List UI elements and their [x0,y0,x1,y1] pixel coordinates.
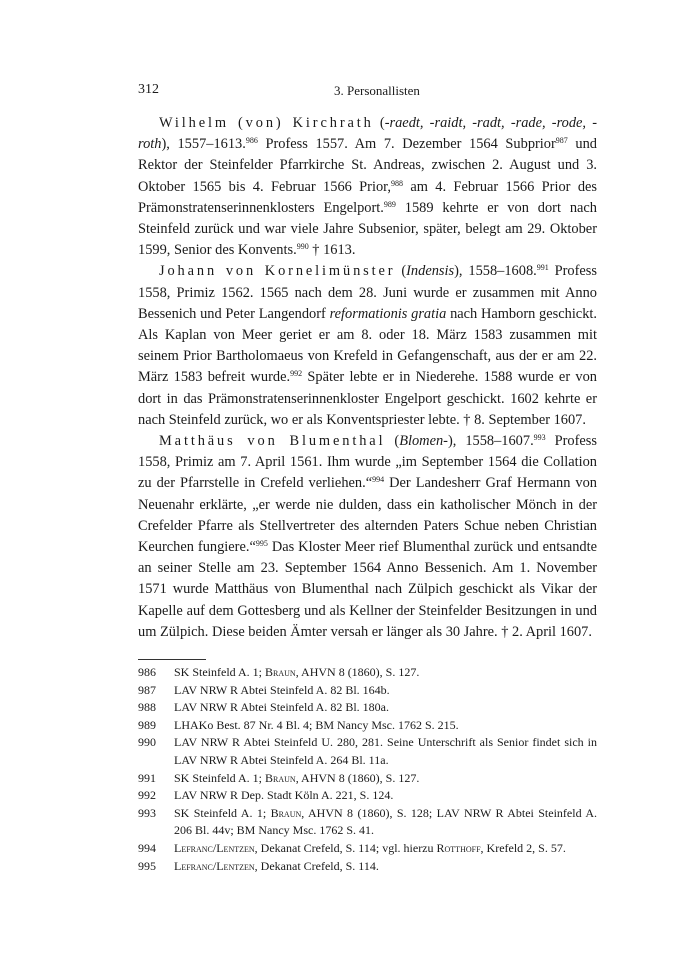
footnote-ref: 995 [255,539,268,549]
footnote [138,699,597,717]
text-run: 1589 kehrte er von dort nach Steinfeld zurück und war viele Jahre Subsenior, später, belegt am 29. Oktober 1599, Senior des Konvents. [138,199,597,259]
text-run: SK Steinfeld A. 1; [174,805,271,820]
text-run: Profess 1557. Am 7. Dezember 1564 Subprior [257,136,556,153]
author-name: Braun [270,805,302,820]
author-name: Braun [265,770,296,785]
person-name: Wilhelm (von) Kirchrath [159,115,374,131]
text-run: , AHVN 8 (1860), S. 127. [295,665,420,680]
text-run: † 1613. [308,242,356,259]
footnote-separator [138,659,206,660]
footnote-number: 991 [138,770,156,785]
entry-paragraph [138,113,597,261]
book-page [138,80,597,875]
entry-paragraph [138,261,597,431]
footnote-text [174,787,597,805]
footnote-text [174,699,597,717]
footnote-ref: 991 [536,263,549,273]
footnote-ref: 987 [555,136,568,146]
footnote-text [174,840,597,858]
footnote-number: 987 [138,682,156,697]
footnote [138,840,597,858]
text-run: nach Hamborn geschickt. Als Kaplan von Meer geriet er am 8. oder 18. März 1583 zusammen mit seinem Prior Bartholomaeus von Krefeld in Gefangenschaft, aus der er am 22. März 1583 befreit wurde. [138,305,597,386]
footnote [138,858,597,876]
footnote-ref: 988 [391,178,403,188]
footnote-number: 992 [138,788,156,803]
italic-term: Indensis [406,263,455,280]
text-run: am 4. Februar 1566 Prior des Prämonstratenserinnenklosters Engelport. [138,178,597,216]
text-run: LAV NRW R Abtei Steinfeld A. 82 Bl. 164b. [174,682,390,697]
footnotes [138,664,597,875]
text-run: , AHVN 8 (1860), S. 127. [295,770,420,785]
footnote-number: 995 [138,858,156,873]
text-run: SK Steinfeld A. 1; [174,770,266,785]
text-run: und Rektor der Steinfelder Pfarrkirche St. Andreas, zwischen 2. August und 3. Oktober 1565 bis 4. Februar 1566 Prior, [138,136,598,195]
text-run: LAV NRW R Abtei Steinfeld U. 280, 281. Seine Unterschrift als Senior findet sich in LAV NRW R Abtei Steinfeld A. 264 Bl. 11a. [174,735,597,768]
author-name: Lefranc/Lentzen [174,858,255,873]
footnote-text [174,805,597,840]
main-text [138,113,597,643]
footnote-text [174,682,597,700]
person-name: Matthäus von Blumenthal [159,433,386,450]
author-name: Rotthoff [436,841,481,856]
text-run: Der Landesherr Graf Hermann von Neuenahr erklärte, „er werde nie dulden, dass ein katholischer Mönch in der Crefelder Pfarre als Stellvertreter des alternden Paters Schue neben Christian Keurchen fungiere.“ [138,475,598,556]
footnote [138,770,597,788]
footnote-number: 989 [138,717,156,732]
footnote-text [174,770,597,788]
footnote-ref: 992 [290,369,303,379]
text-run: , Dekanat Crefeld, S. 114. [254,858,379,873]
text-run: SK Steinfeld A. 1; [174,665,266,680]
entry-paragraph [138,431,597,643]
footnote [138,805,597,840]
italic-term: -raedt, -raidt, -radt, -rade, -rode, -roth [138,115,598,153]
page-number: 312 [138,82,159,97]
italic-term: Blomen- [399,433,448,450]
footnote-ref: 993 [533,433,546,443]
footnote-text [174,717,597,735]
footnote [138,787,597,805]
footnote [138,664,597,682]
footnote-text [174,664,597,682]
text-run: LAV NRW R Abtei Steinfeld A. 82 Bl. 180a. [174,700,390,715]
text-run: LAV NRW R Dep. Stadt Köln A. 221, S. 124. [174,788,394,803]
text-run: Profess 1558, Primiz am 7. April 1561. Ihm wurde „im September 1564 die Collation zu der Pfarrstelle in Crefeld verliehen.“ [138,433,597,492]
person-name: Johann von Kornelimünster [159,263,396,280]
text-run: ), 1558–1607. [447,433,534,450]
footnote-ref: 994 [372,475,385,485]
text-run: ( [373,115,385,131]
running-title: 3. Personallisten [334,83,420,98]
author-name: Lefranc/Lentzen [174,841,255,856]
text-run: ( [385,433,400,450]
text-run: , AHVN 8 (1860), S. 128; LAV NRW R Abtei Steinfeld A. 206 Bl. 44v; BM Nancy Msc. 1762 S. 41. [174,805,597,838]
text-run: Profess 1558, Primiz 1562. 1565 nach dem 28. Juni wurde er zusammen mit Anno Bessenich und Peter Langendorf [138,263,598,322]
text-run: LHAKo Best. 87 Nr. 4 Bl. 4; BM Nancy Msc. 1762 S. 215. [174,717,459,732]
text-run: ), 1557–1613. [161,136,246,153]
footnote-ref: 990 [296,242,309,252]
page-header [138,80,597,102]
footnote-number: 990 [138,735,156,750]
text-run: , Dekanat Crefeld, S. 114; vgl. hierzu [254,841,437,856]
text-run: ( [395,263,407,280]
footnote-number: 994 [138,841,156,856]
text-run: Das Kloster Meer rief Blumenthal zurück und entsandte an seiner Stelle am 23. September 1564 Anno Bessenich. Am 1. November 1571 wurde Matthäus von Blumenthal nach Zülpich geschickt als Vikar der Kapelle auf dem Gottesberg und als Kellner der Steinfelder Besitzungen in und um Zülpich. Diese beiden Ämter versah er länger als 30 Jahre. † 2. April 1607. [138,539,597,640]
italic-term: reformationis gratia [329,305,447,322]
footnote-ref: 989 [383,199,396,209]
footnote-number: 993 [138,805,156,820]
text-run: , Krefeld 2, S. 57. [480,841,566,856]
author-name: Braun [265,665,296,680]
footnote [138,734,597,769]
footnote-number: 986 [138,665,156,680]
footnote-number: 988 [138,700,156,715]
text-run: Später lebte er in Niederehe. 1588 wurde er von dort in das Prämonstratenserinnenkloster Engelport geschickt. 1602 kehrte er nach Steinfeld zurück, wo er als Konventspriester lebte. † 8. September 1607. [138,369,597,428]
footnote [138,717,597,735]
text-run: ), 1558–1608. [454,263,537,280]
footnote-text [174,858,597,876]
footnote-text [174,734,597,769]
footnote [138,682,597,700]
footnote-ref: 986 [245,136,258,146]
